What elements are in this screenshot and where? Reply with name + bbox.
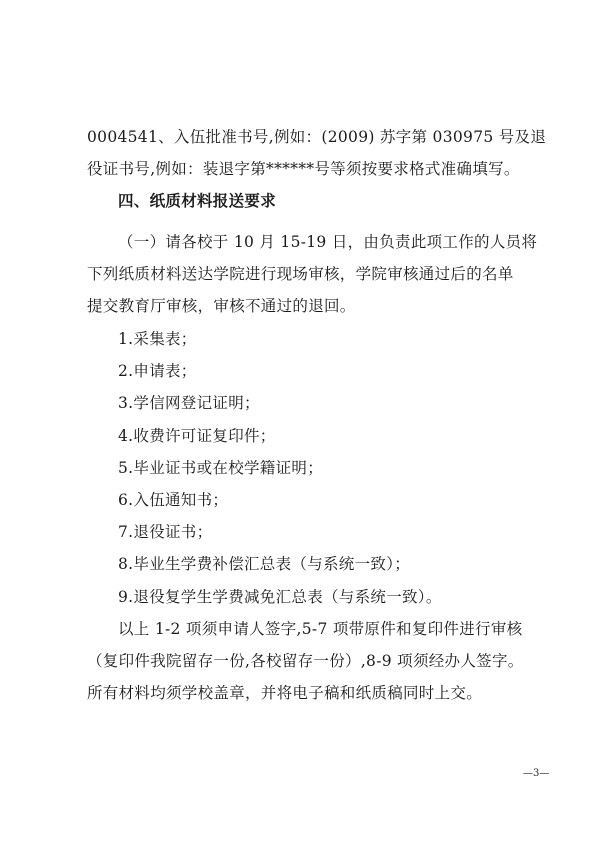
list-item: 8.毕业生学费补偿汇总表（与系统一致）；	[118, 555, 411, 573]
section-heading: 四、纸质材料报送要求	[118, 192, 277, 210]
page-number: —3—	[523, 768, 550, 779]
list-item: 7.退役证书；	[118, 523, 213, 541]
paragraph-line: 提交教育厅审核，审核不通过的退回。	[87, 297, 356, 315]
list-item: 4.收费许可证复印件；	[118, 427, 276, 445]
body-line: 0004541、入伍批准书号,例如：(2009) 苏字第 030975 号及退	[87, 128, 547, 146]
paragraph-line: 下列纸质材料送达学院进行现场审核，学院审核通过后的名单	[87, 265, 514, 283]
body-line: 役证书号,例如：装退字第******号等须按要求格式准确填写。	[87, 160, 520, 178]
closing-line: 以上 1-2 项须申请人签字,5-7 项带原件和复印件进行审核	[118, 620, 523, 638]
closing-line: 所有材料均须学校盖章，并将电子稿和纸质稿同时上交。	[87, 684, 483, 702]
list-item: 3.学信网登记证明；	[118, 394, 260, 412]
list-item: 1.采集表；	[118, 330, 197, 348]
list-item: 9.退役复学生学费减免汇总表（与系统一致）。	[118, 588, 442, 606]
paragraph-line: （一）请各校于 10 月 15-19 日，由负责此项工作的人员将	[118, 233, 538, 251]
list-item: 2.申请表；	[118, 362, 197, 380]
closing-line: （复印件我院留存一份,各校留存一份）,8-9 项须经办人签字。	[87, 652, 524, 670]
list-item: 5.毕业证书或在校学籍证明；	[118, 459, 323, 477]
list-item: 6.入伍通知书；	[118, 491, 229, 509]
